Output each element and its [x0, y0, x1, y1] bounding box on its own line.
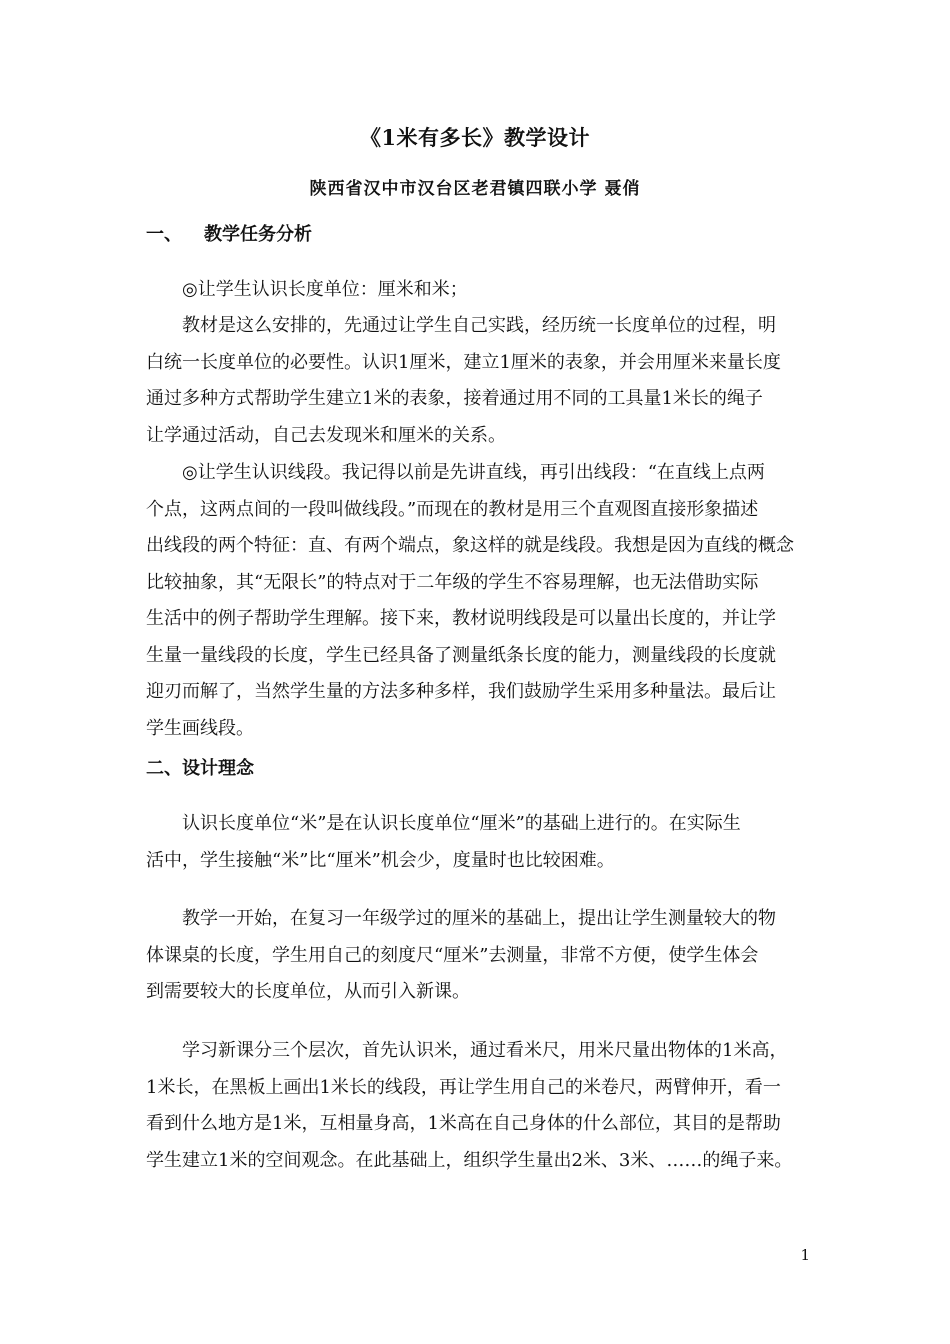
- section-label: 教学任务分析: [204, 224, 312, 245]
- section-number: 一、: [146, 224, 182, 245]
- paragraph-line: 活中，学生接触“米”比“厘米”机会少，度量时也比较困难。: [146, 849, 615, 871]
- paragraph-line: 教材是这么安排的，先通过让学生自己实践，经历统一长度单位的过程，明: [182, 315, 776, 336]
- paragraph-1: [146, 272, 806, 309]
- paragraph-3: [146, 455, 806, 747]
- paragraph-line: 1米长，在黑板上画出1米长的线段，再让学生用自己的米卷尺，两臂伸开，看一: [146, 1076, 781, 1098]
- paragraph-line: 迎刃而解了，当然学生量的方法多种多样，我们鼓励学生采用多种量法。最后让: [146, 681, 776, 702]
- paragraph-line: ◎让学生认识长度单位：厘米和米；: [182, 279, 468, 300]
- paragraph-line: 让学通过活动，自己去发现米和厘米的关系。: [146, 424, 506, 446]
- paragraph-line: 看到什么地方是1米，互相量身高，1米高在自己身体的什么部位，其目的是帮助: [146, 1113, 781, 1134]
- paragraph-line: 通过多种方式帮助学生建立1米的表象，接着通过用不同的工具量1米长的绳子: [146, 388, 763, 409]
- paragraph-line: 学生建立1米的空间观念。在此基础上，组织学生量出2米、3米、……的绳子来。: [146, 1149, 793, 1171]
- paragraph-line: 认识长度单位“米”是在认识长度单位“厘米”的基础上进行的。在实际生: [182, 813, 741, 834]
- paragraph-line: 白统一长度单位的必要性。认识1厘米，建立1厘米的表象，并会用厘米来量长度: [146, 351, 781, 373]
- paragraph-5: [146, 901, 806, 1011]
- paragraph-line: ◎让学生认识线段。我记得以前是先讲直线，再引出线段：“在直线上点两: [182, 462, 765, 483]
- section-heading-1: [146, 220, 312, 246]
- paragraph-line: 生活中的例子帮助学生理解。接下来，教材说明线段是可以量出长度的，并让学: [146, 608, 776, 629]
- document-title: 《1米有多长》教学设计: [359, 125, 591, 150]
- paragraph-4: [146, 806, 806, 879]
- paragraph-line: 个点，这两点间的一段叫做线段。”而现在的教材是用三个直观图直接形象描述: [146, 498, 759, 520]
- author-line: 陕西省汉中市汉台区老君镇四联小学 聂俏: [309, 179, 641, 199]
- paragraph-line: 教学一开始，在复习一年级学过的厘米的基础上，提出让学生测量较大的物: [182, 908, 776, 929]
- paragraph-line: 到需要较大的长度单位，从而引入新课。: [146, 981, 470, 1002]
- section-heading-2: 二、设计理念: [146, 758, 254, 779]
- paragraph-line: 体课桌的长度，学生用自己的刻度尺“厘米”去测量，非常不方便，使学生体会: [146, 944, 759, 966]
- paragraph-line: 出线段的两个特征：直、有两个端点，象这样的就是线段。我想是因为直线的概念: [146, 535, 794, 556]
- paragraph-2: [146, 308, 806, 454]
- paragraph-line: 生量一量线段的长度，学生已经具备了测量纸条长度的能力，测量线段的长度就: [146, 644, 776, 666]
- paragraph-line: 比较抽象，其“无限长”的特点对于二年级的学生不容易理解，也无法借助实际: [146, 571, 759, 593]
- page-number: 1: [800, 1246, 810, 1264]
- paragraph-6: [146, 1033, 806, 1179]
- paragraph-line: 学习新课分三个层次，首先认识米，通过看米尺，用米尺量出物体的1米高，: [182, 1040, 788, 1061]
- paragraph-line: 学生画线段。: [146, 717, 254, 739]
